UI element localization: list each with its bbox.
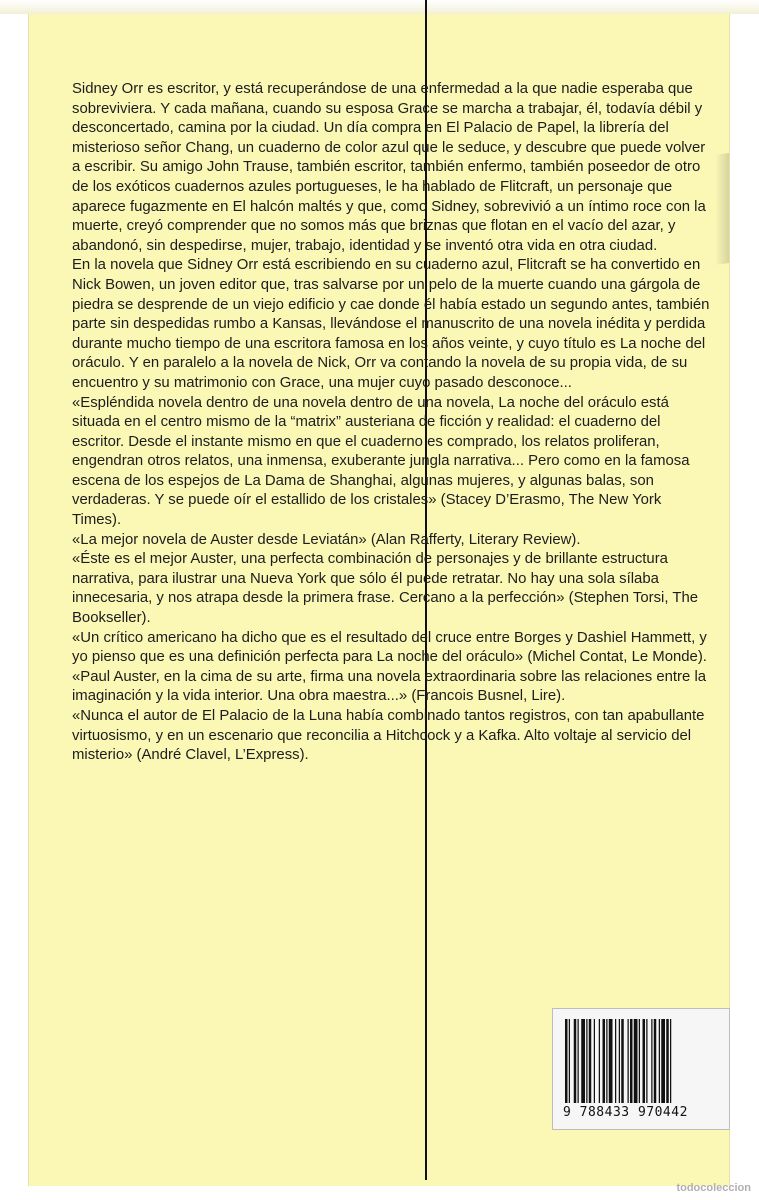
- barcode-bar: [651, 1019, 652, 1103]
- barcode-bar: [659, 1019, 660, 1103]
- barcode-bars: [563, 1019, 719, 1103]
- barcode-bar: [646, 1019, 647, 1103]
- barcode-bar: [594, 1019, 595, 1103]
- barcode-bar: [661, 1019, 665, 1103]
- review-quote-le-monde: «Un crítico americano ha dicho que es el resultado del cruce entre Borges y Dashiel Hammett, y yo pienso que es una definición perfecta para La noche del oráculo» (Michel Contat, Le Monde).: [72, 629, 707, 666]
- barcode-bar: [628, 1019, 629, 1103]
- barcode-bar: [630, 1019, 633, 1103]
- barcode-bar: [581, 1019, 585, 1103]
- barcode-bar: [578, 1019, 579, 1103]
- review-quote-literary-review: «La mejor novela de Auster desde Leviatán» (Alan Rafferty, Literary Review).: [72, 531, 581, 548]
- barcode-bar: [654, 1019, 657, 1103]
- barcode-bar: [609, 1019, 613, 1103]
- page-fold-shadow: [715, 153, 729, 265]
- barcode-bar: [606, 1019, 607, 1103]
- review-quote-nyt: «Espléndida novela dentro de una novela dentro de una novela, La noche del oráculo está situada en el centro mismo de la “matrix” austeriana de ficción y realidad: el cuaderno del escritor. Desde el instante mismo en que el cuaderno es comprado, los relatos proliferan, engendran otros relatos, una inmensa, exuberante jungla narrativa... Pero como en la famosa escena de los espejos de La Dama de Shanghai, algunas mujeres, y algunas balas, son verdaderas. Y se puede oír el estallido de los cristales» (Stacey D’Erasmo, The New York Times).: [72, 394, 690, 529]
- barcode-bar: [621, 1019, 624, 1103]
- isbn-barcode: [552, 1008, 730, 1130]
- top-paper-strip: [0, 0, 759, 14]
- synopsis-paragraph-2: En la novela que Sidney Orr está escribiendo en su cuaderno azul, Flitcraft se ha convertido en Nick Bowen, un joven editor que, tras salvarse por un pelo de la muerte cuando una gárgola de piedra se desprende de un viejo edificio y cae donde él había estado un segundo antes, también parte sin despedidas rumbo a Kansas, llevándose el manuscrito de una novela inédita y perdida durante mucho tiempo de una escritora famosa en los años veinte, y cuyo título es La noche del oráculo. Y en paralelo a la novela de Nick, Orr va contando la novela de su propia vida, de su encuentro y su matrimonio con Grace, una mujer cuyo pasado desconoce...: [72, 257, 710, 391]
- barcode-bar: [615, 1019, 616, 1103]
- barcode-bar: [670, 1019, 671, 1103]
- barcode-bar: [565, 1019, 568, 1103]
- synopsis-paragraph-1: Sidney Orr es escritor, y está recuperándose de una enfermedad a la que nadie esperaba que sobreviviera. Y cada mañana, cuando su esposa Grace se marcha a trabajar, él, todavía débil y desconcertado, camina por la ciudad. Un día compra en El Palacio de Papel, la librería del misterioso señor Chang, un cuaderno de color azul que le seduce, y descubre que puede volver a escribir. Su amigo John Trause, también escritor, también enfermo, también poseedor de otro de los exóticos cuadernos azules portugueses, le ha hablado de Flitcraft, un personaje que aparece fugazmente en El halcón maltés y que, como Sidney, sobrevivió a un íntimo roce con la muerte, creyó comprender que no somos más que briznas que flotan en el vacío del azar, y abandonó, sin despedirse, mujer, trabajo, identidad y se inventó otra vida en otra ciudad.: [72, 81, 706, 254]
- barcode-bar: [569, 1019, 570, 1103]
- back-cover-blurb: [72, 80, 712, 766]
- barcode-bar: [619, 1019, 620, 1103]
- barcode-bar: [586, 1019, 587, 1103]
- barcode-bar: [599, 1019, 600, 1103]
- barcode-bar: [603, 1019, 606, 1103]
- barcode-bar: [574, 1019, 577, 1103]
- isbn-number: 9 788433 970442: [563, 1105, 688, 1120]
- review-quote-lire: «Paul Auster, en la cima de su arte, firma una novela extraordinaria sobre las relaciones entre la imaginación y la vida interior. Una obra maestra...» (Francois Busnel, Lire).: [72, 668, 707, 705]
- watermark-text: todocoleccion: [676, 1182, 751, 1194]
- barcode-bar: [643, 1019, 646, 1103]
- barcode-bar: [634, 1019, 638, 1103]
- barcode-bar: [589, 1019, 592, 1103]
- barcode-bar: [666, 1019, 669, 1103]
- review-quote-bookseller: «Éste es el mejor Auster, una perfecta combinación de personajes y de brillante estructura narrativa, para ilustrar una Nueva York que sólo él puede retratar. No hay una sola sílaba innecesaria, y nos atrapa desde la primera frase. Cercano a la perfección» (Stephen Torsi, The Bookseller).: [72, 551, 699, 627]
- review-quote-lexpress: «Nunca el autor de El Palacio de la Luna había combinado tantos registros, con tan apabullante virtuosismo, y en un escenario que reconcilia a Hitchcock y a Kafka. Alto voltaje al servicio del misterio» (André Clavel, L’Express).: [72, 708, 705, 764]
- barcode-bar: [639, 1019, 640, 1103]
